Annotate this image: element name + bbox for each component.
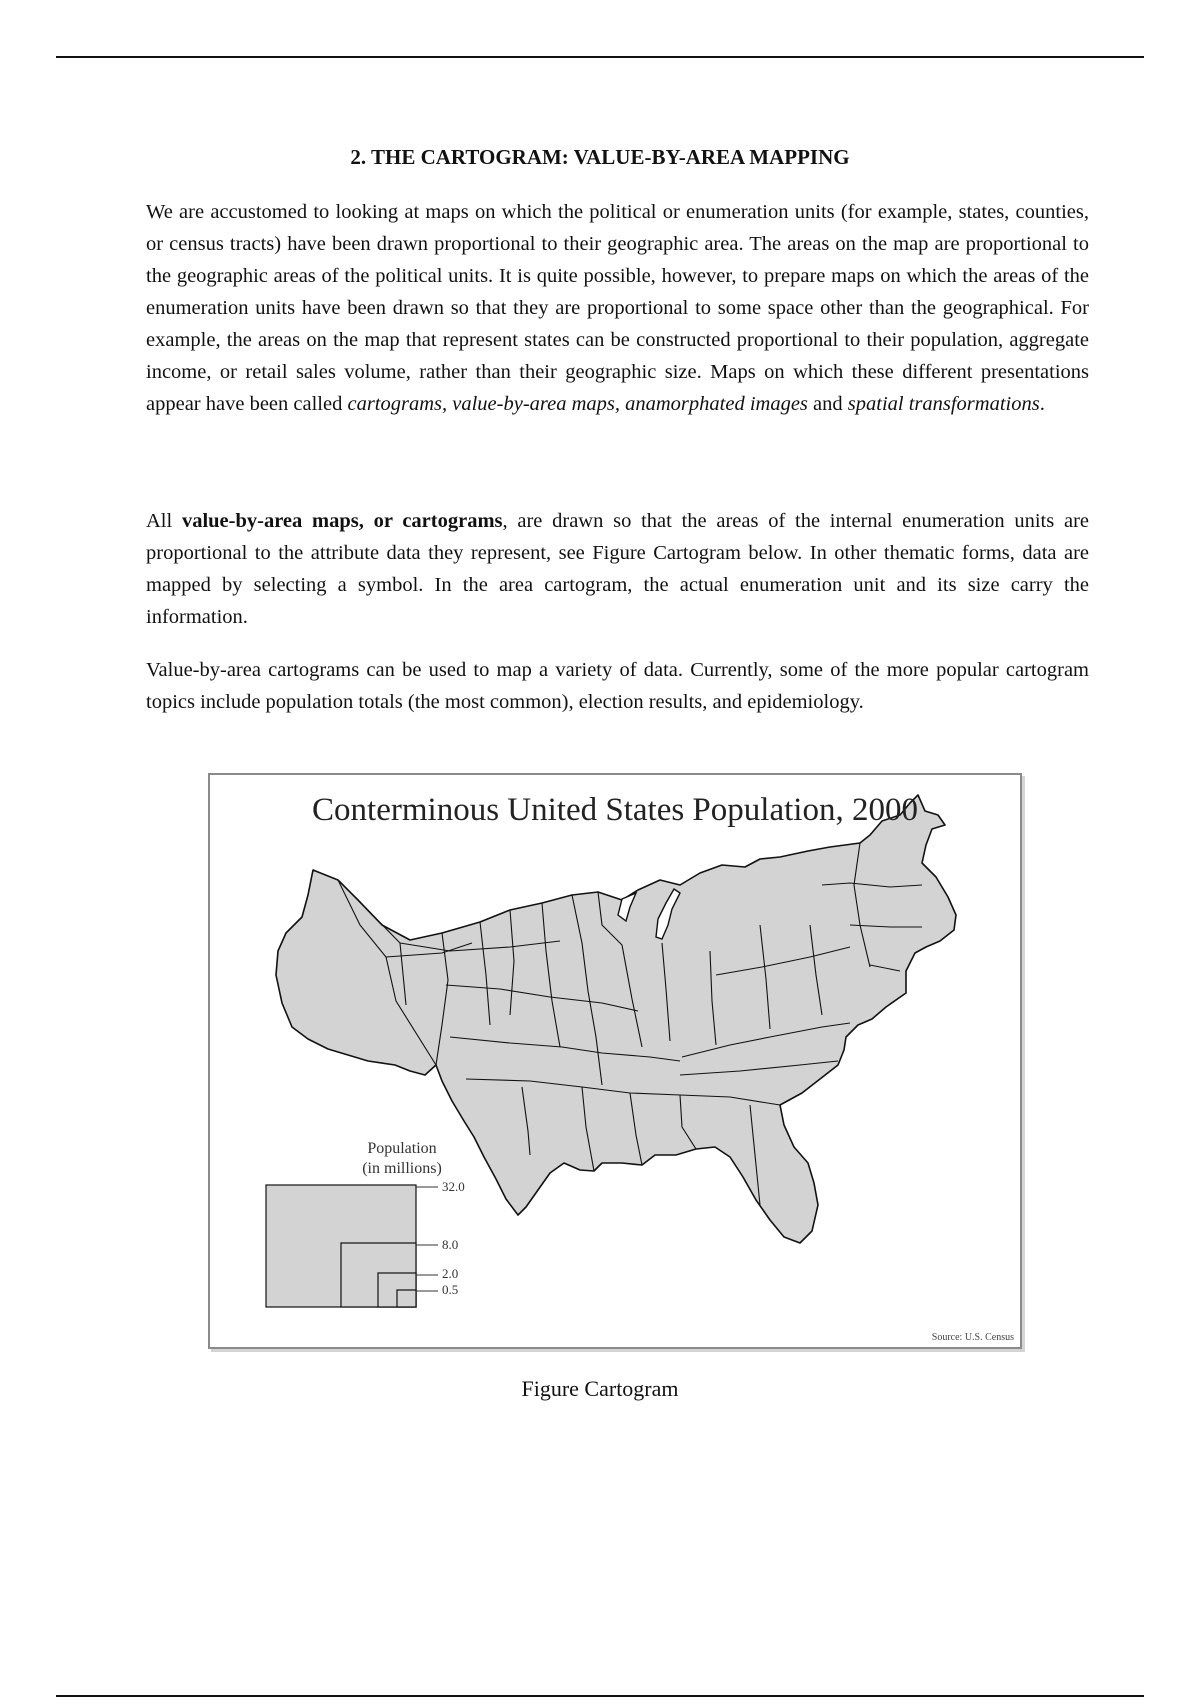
bottom-rule [56, 1695, 1144, 1697]
paragraph-2-start: All [146, 510, 182, 532]
paragraph-3-text: Value-by-area cartograms can be used to map a variety of data. Currently, some of the more popular cartogram topics include population totals (the most common), election results, and epidemiology. [146, 659, 1089, 713]
paragraph-2-rest: , are drawn so that the areas of the internal enumeration units are proportional to the attribute data they represent, see Figure Cartogram below. In other thematic forms, data are mapped by selecting a symbol. In the area cartogram, the actual enumeration unit and its size carry the information. [146, 510, 1089, 628]
italic-terms: cartograms, value-by-area maps, anamorphated images [347, 393, 808, 415]
top-rule [56, 56, 1144, 58]
paragraph-1-text: We are accustomed to looking at maps on which the political or enumeration units (for example, states, counties, or census tracts) have been drawn proportional to their geographic area. The areas on the map are proportional to the geographic areas of the political units. It is quite possible, however, to prepare maps on which the areas of the enumeration units have been drawn so that they are proportional to some space other than the geographical. For example, the areas on the map that represent states can be constructed proportional to their population, aggregate income, or retail sales volume, rather than their geographic size. Maps on which these different presentations appear have been called [146, 201, 1089, 415]
legend-title-line-2: (in millions) [362, 1160, 442, 1177]
bold-term: value-by-area maps, or cartograms [181, 510, 503, 532]
italic-term-last: spatial transformations [847, 393, 1040, 415]
paragraph-1 [146, 196, 1089, 420]
paragraph-3 [146, 654, 1089, 718]
legend-label-2: 2.0 [442, 1266, 459, 1281]
legend-square-0-5 [397, 1290, 416, 1307]
figure-caption: Figure Cartogram [521, 1376, 679, 1401]
figure-title: Conterminous United States Population, 2000 [312, 792, 918, 828]
legend-title-line-1: Population [367, 1140, 437, 1157]
source-note: Source: U.S. Census [931, 1332, 1014, 1343]
legend-label-0-5: 0.5 [442, 1282, 459, 1297]
section-heading: 2. THE CARTOGRAM: VALUE-BY-AREA MAPPING [350, 145, 850, 169]
paragraph-1-and: and [807, 393, 848, 415]
legend-title [322, 1139, 482, 1179]
paragraph-2 [146, 505, 1089, 633]
cartogram-figure [208, 773, 1022, 1349]
legend-label-32: 32.0 [442, 1179, 465, 1194]
paragraph-1-end: . [1039, 393, 1045, 415]
cartogram-map [210, 775, 1020, 1347]
population-legend-squares [266, 1185, 438, 1307]
legend-label-8: 8.0 [442, 1237, 459, 1252]
